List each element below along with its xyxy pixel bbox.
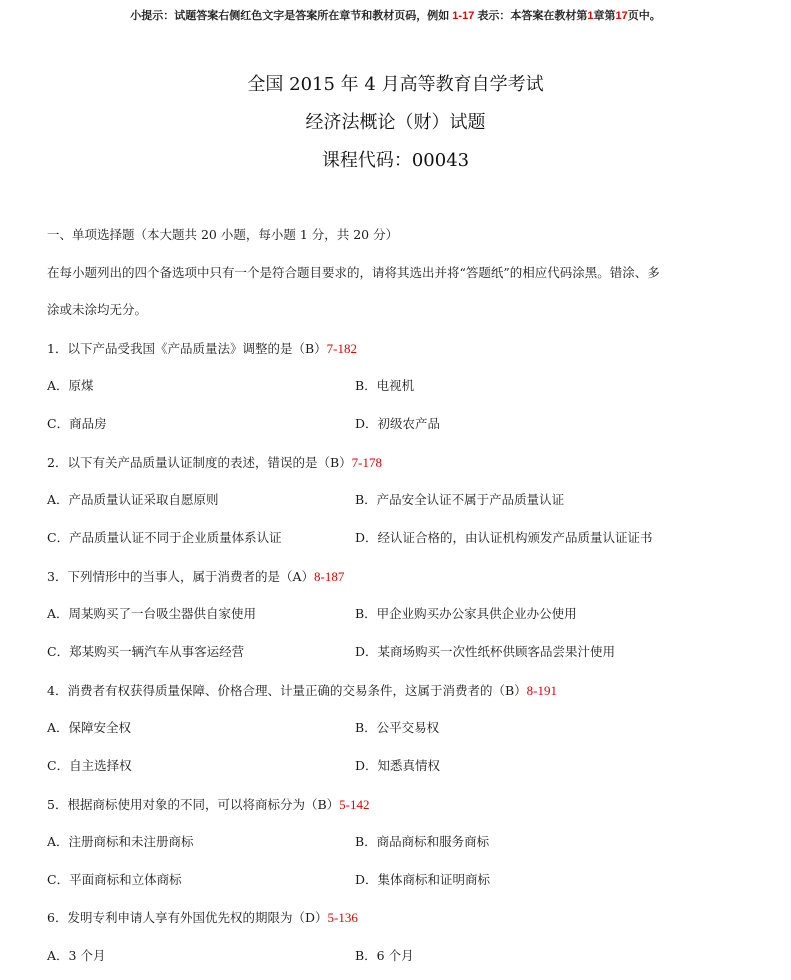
tip-prefix: 小提示：试题答案右侧红色文字是答案所在章节和教材页码，例如 bbox=[130, 10, 450, 22]
answer-reference: 8-187 bbox=[313, 569, 345, 584]
tip-banner bbox=[0, 7, 791, 23]
tip-middle: 表示：本答案在教材第 bbox=[477, 10, 588, 22]
option-a: A．3 个月 bbox=[47, 948, 106, 963]
option-c: C．商品房 bbox=[47, 416, 107, 431]
option-b: B．公平交易权 bbox=[355, 720, 440, 735]
question-stem bbox=[47, 339, 357, 357]
question-stem bbox=[47, 453, 382, 471]
question-text: 5．根据商标使用对象的不同，可以将商标分为（B） bbox=[47, 797, 340, 812]
answer-reference: 7-182 bbox=[326, 341, 357, 356]
answer-reference: 7-178 bbox=[351, 455, 382, 470]
tip-example-ref: 1-17 bbox=[452, 10, 475, 22]
option-d: D．某商场购买一次性纸杯供顾客品尝果汁使用 bbox=[355, 644, 616, 659]
question-text: 2．以下有关产品质量认证制度的表述，错误的是（B） bbox=[47, 455, 352, 470]
question-text: 3．下列情形中的当事人，属于消费者的是（A） bbox=[47, 569, 314, 584]
instruction-line-1: 在每小题列出的四个备选项中只有一个是符合题目要求的，请将其选出并将“答题纸”的相应代码涂黑。错涂、多 bbox=[47, 265, 660, 280]
option-c: C．郑某购买一辆汽车从事客运经营 bbox=[47, 644, 245, 659]
option-a: A．产品质量认证采取自愿原则 bbox=[47, 492, 219, 507]
option-a: A．周某购买了一台吸尘器供自家使用 bbox=[47, 606, 257, 621]
question-text: 6．发明专利申请人享有外国优先权的期限为（D） bbox=[47, 910, 328, 925]
option-a: A．注册商标和未注册商标 bbox=[47, 834, 194, 849]
exam-title: 全国 2015 年 4 月高等教育自学考试 bbox=[247, 74, 544, 95]
course-code: 课程代码：00043 bbox=[321, 150, 470, 171]
option-b: B．产品安全认证不属于产品质量认证 bbox=[355, 492, 565, 507]
option-a: A．原煤 bbox=[47, 378, 94, 393]
question-stem bbox=[47, 681, 557, 699]
option-b: B．6 个月 bbox=[355, 948, 414, 963]
instruction-line-2: 涂或未涂均无分。 bbox=[47, 302, 148, 317]
option-b: B．商品商标和服务商标 bbox=[355, 834, 490, 849]
option-d: D．知悉真情权 bbox=[355, 758, 441, 773]
tip-chapter-suffix: 章第 bbox=[593, 10, 616, 22]
section-heading: 一、单项选择题（本大题共 20 小题，每小题 1 分，共 20 分） bbox=[47, 227, 399, 242]
question-stem bbox=[47, 908, 358, 926]
option-d: D．初级农产品 bbox=[355, 416, 441, 431]
option-c: C．自主选择权 bbox=[47, 758, 132, 773]
answer-reference: 8-191 bbox=[526, 683, 557, 698]
exam-subject: 经济法概论（财）试题 bbox=[305, 112, 486, 133]
question-text: 1．以下产品受我国《产品质量法》调整的是（B） bbox=[47, 341, 327, 356]
tip-suffix: 页中。 bbox=[627, 10, 661, 22]
answer-reference: 5-142 bbox=[339, 797, 370, 812]
question-stem bbox=[47, 567, 344, 585]
answer-reference: 5-136 bbox=[327, 910, 358, 925]
tip-page: 17 bbox=[615, 10, 628, 22]
option-a: A．保障安全权 bbox=[47, 720, 132, 735]
question-text: 4．消费者有权获得质量保障、价格合理、计量正确的交易条件，这属于消费者的（B） bbox=[47, 683, 527, 698]
option-d: D．集体商标和证明商标 bbox=[355, 872, 491, 887]
question-stem bbox=[47, 795, 369, 813]
option-d: D．经认证合格的，由认证机构颁发产品质量认证证书 bbox=[355, 530, 653, 545]
option-b: B．电视机 bbox=[355, 378, 415, 393]
option-c: C．产品质量认证不同于企业质量体系认证 bbox=[47, 530, 282, 545]
option-c: C．平面商标和立体商标 bbox=[47, 872, 182, 887]
tip-chapter: 1 bbox=[587, 10, 594, 22]
option-b: B．甲企业购买办公家具供企业办公使用 bbox=[355, 606, 577, 621]
